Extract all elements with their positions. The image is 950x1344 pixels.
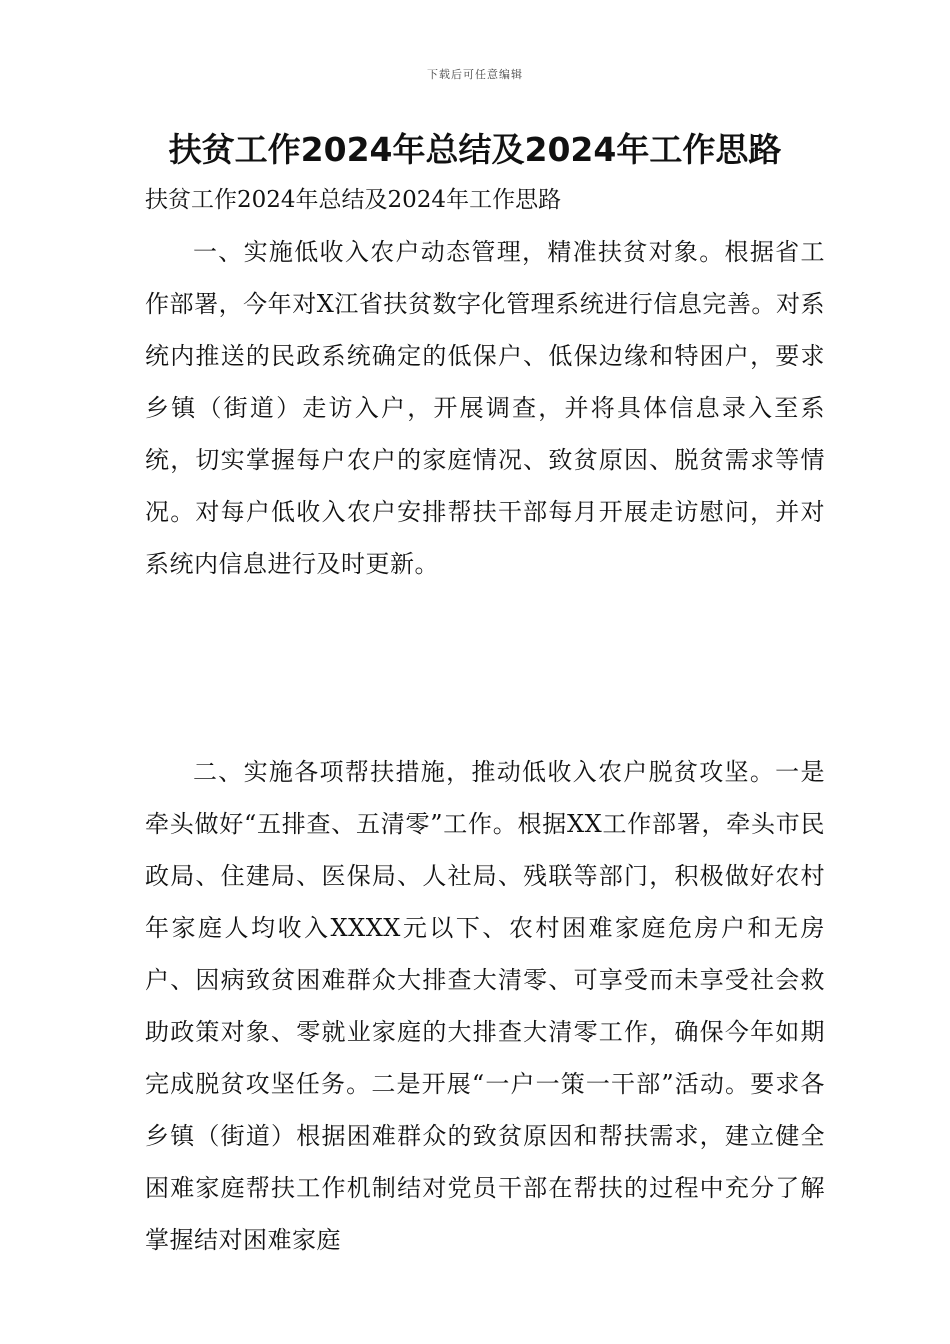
document-subtitle: 扶贫工作2024年总结及2024年工作思路 (145, 187, 562, 213)
header-note: 下载后可任意编辑 (427, 68, 523, 81)
paragraph-1: 一、实施低收入农户动态管理，精准扶贫对象。根据省工作部署，今年对X江省扶贫数字化管理系统进行信息完善。对系统内推送的民政系统确定的低保户、低保边缘和特困户，要求乡镇（街道）走访入户，开展调查，并将具体信息录入至系统，切实掌握每户农户的家庭情况、致贫原因、脱贫需求等情况。对每户低收入农户安排帮扶干部每月开展走访慰问，并对系统内信息进行及时更新。 (145, 238, 825, 578)
paragraph-2: 二、实施各项帮扶措施，推动低收入农户脱贫攻坚。一是牵头做好“五排查、五清零”工作。根据XX工作部署，牵头市民政局、住建局、医保局、人社局、残联等部门，积极做好农村年家庭人均收入XXXX元以下、农村困难家庭危房户和无房户、因病致贫困难群众大排查大清零、可享受而未享受社会救助政策对象、零就业家庭的大排查大清零工作，确保今年如期完成脱贫攻坚任务。二是开展“一户一策一干部”活动。要求各乡镇（街道）根据困难群众的致贫原因和帮扶需求，建立健全困难家庭帮扶工作机制结对党员干部在帮扶的过程中充分了解掌握结对困难家庭 (145, 758, 825, 1254)
document-title: 扶贫工作2024年总结及2024年工作思路 (168, 130, 782, 169)
